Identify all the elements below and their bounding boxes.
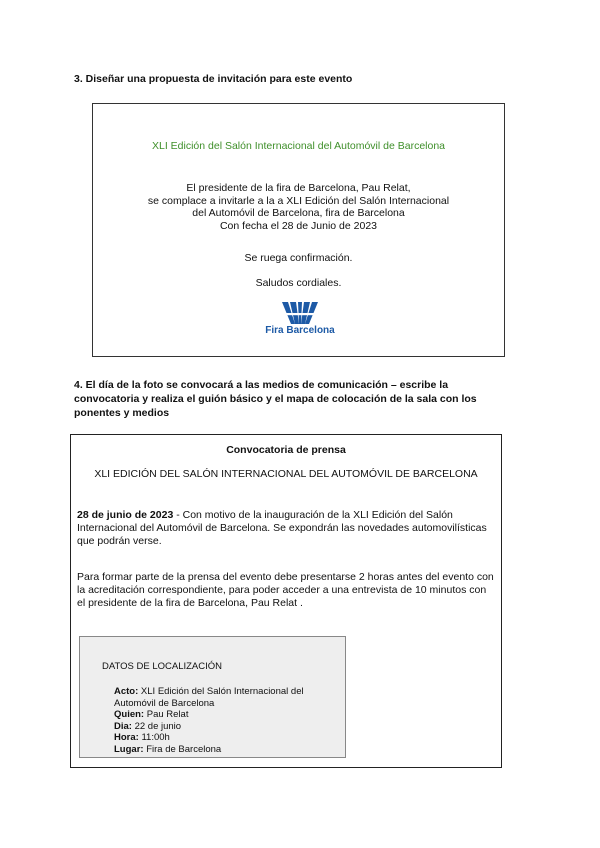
location-details-box [79, 636, 346, 758]
invitation-confirm: Se ruega confirmación. [244, 252, 353, 264]
invitation-line-2: se complace a invitarle a la a XLI Edición del Salón Internacional [147, 194, 450, 207]
location-dia [114, 721, 339, 733]
lugar-label: Lugar: [114, 743, 144, 755]
quien-label: Quien: [114, 709, 145, 720]
invitation-line-1: El presidente de la fira de Barcelona, Pau Relat, [186, 182, 411, 194]
acto-value: XLI Edición del Salón Internacional del Automóvil de Barcelona [114, 686, 304, 709]
location-lugar [114, 744, 339, 756]
press-subtitle: XLI EDICIÓN DEL SALÓN INTERNACIONAL DEL AUTOMÓVIL DE BARCELONA [94, 468, 478, 480]
press-paragraph-1-text: - Con motivo de la inauguración de la XLI Edición del Salón Internacional del Automóvil de Barcelona. Se expondrán las novedades automovilísticas que podrán verse. [77, 509, 487, 547]
question-3-heading: 3. Diseñar una propuesta de invitación para este evento [74, 73, 353, 85]
location-list [114, 686, 339, 755]
invitation-card [92, 103, 505, 357]
invitation-line-4: Con fecha el 28 de Junio de 2023 [219, 219, 378, 232]
invitation-title: XLI Edición del Salón Internacional del Automóvil de Barcelona [151, 140, 446, 152]
invitation-line-3: del Automóvil de Barcelona, fira de Barcelona [192, 207, 405, 219]
invitation-regards: Saludos cordiales. [255, 277, 342, 289]
fira-logo-icon [280, 302, 320, 324]
invitation-body [93, 182, 504, 232]
location-hora [114, 732, 339, 744]
press-title: Convocatoria de prensa [226, 444, 346, 456]
press-release-box [70, 434, 502, 768]
press-date: 28 de junio de 2023 [77, 509, 174, 521]
acto-label: Acto: [114, 686, 139, 697]
logo-text: Fira Barcelona [265, 325, 335, 336]
location-acto [114, 686, 339, 709]
press-paragraph-1 [77, 509, 495, 548]
hora-label: Hora: [114, 732, 139, 743]
location-quien [114, 709, 339, 721]
fira-barcelona-logo [259, 302, 341, 336]
dia-label: Dia: [114, 720, 132, 732]
location-title: DATOS DE LOCALIZACIÓN [102, 661, 223, 672]
dia-value: 22 de junio [131, 720, 182, 732]
question-4-heading: 4. El día de la foto se convocará a las medios de comunicación – escribe la convocatoria y realiza el guión básico y el mapa de colocación de la sala con los ponentes y medios [74, 379, 477, 419]
press-paragraph-2: Para formar parte de la prensa del evento debe presentarse 2 horas antes del evento con la acreditación correspondiente, para poder acceder a una entrevista de 10 minutos con el presidente de la fira de Barcelona, Pau Relat . [77, 571, 494, 609]
quien-value: Pau Relat [144, 709, 189, 720]
lugar-value: Fira de Barcelona [143, 743, 222, 755]
hora-value: 11:00h [138, 732, 170, 743]
